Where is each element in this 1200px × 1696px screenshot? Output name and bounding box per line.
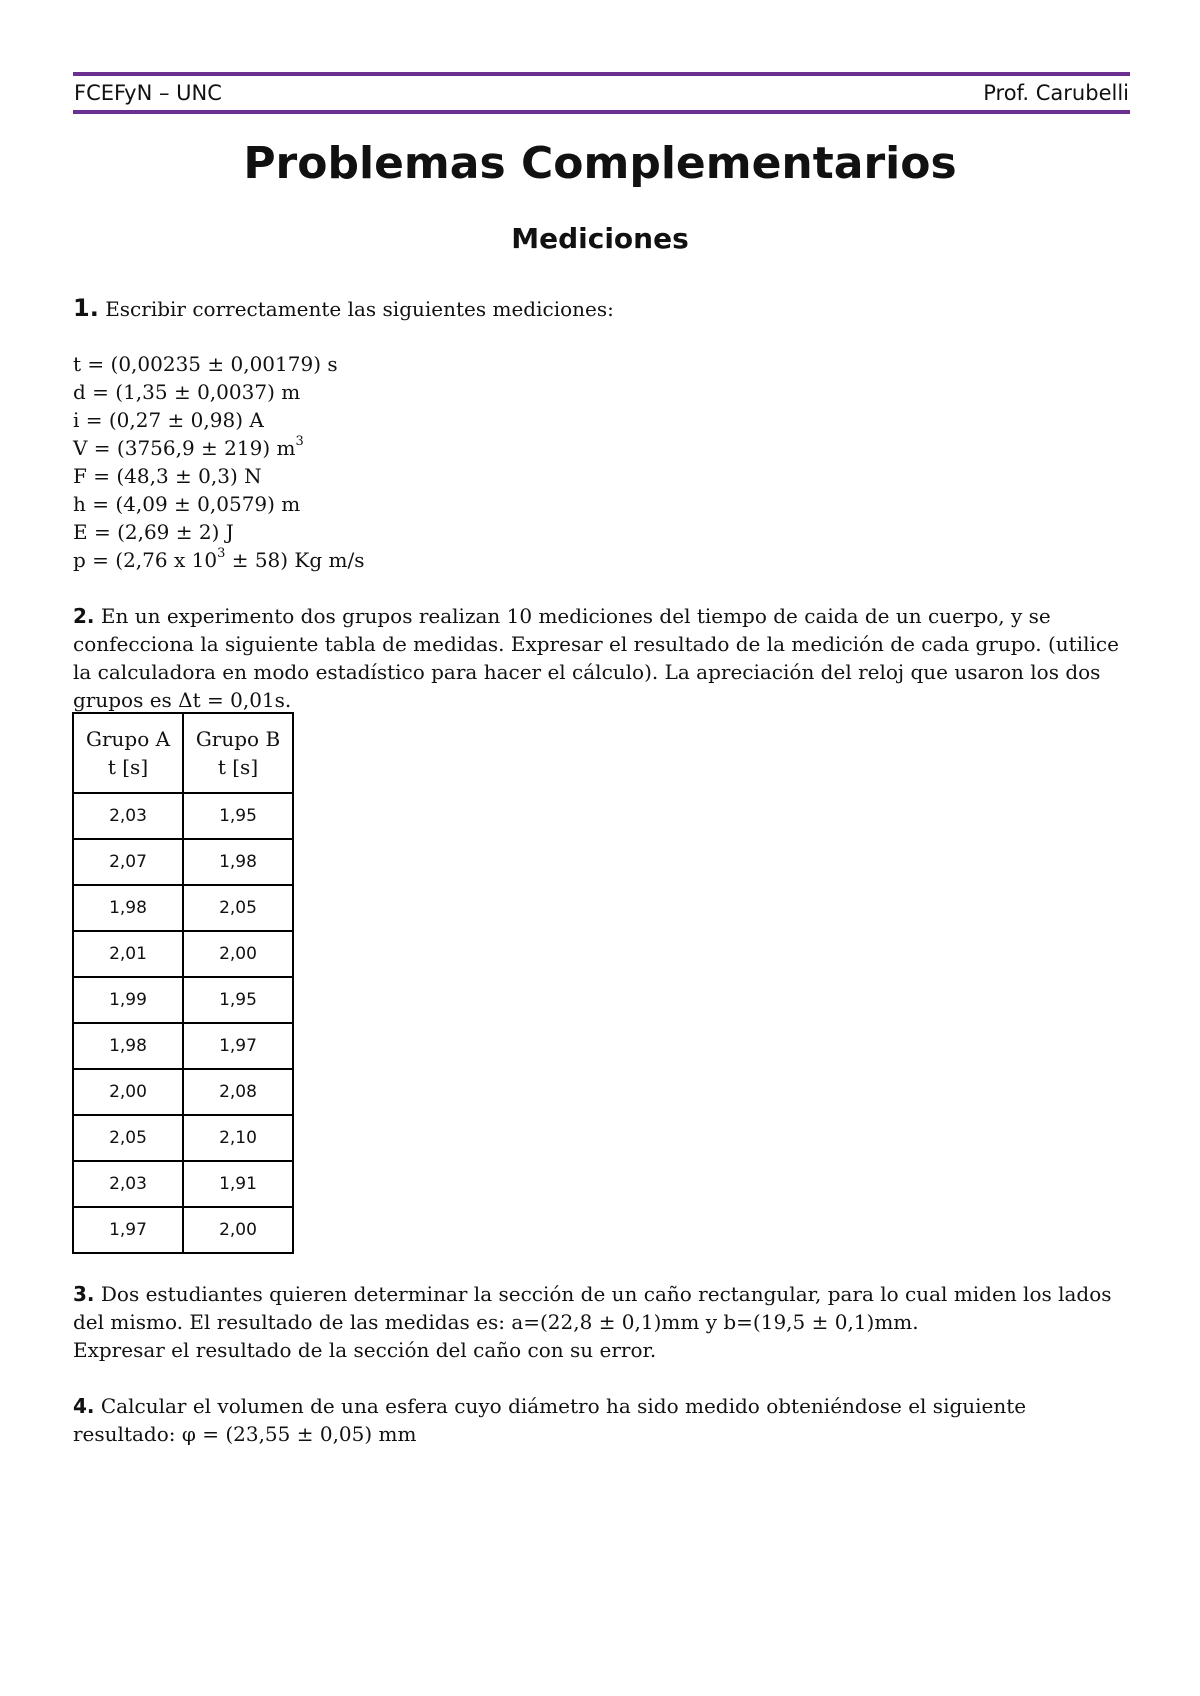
cell-group-b: 1,91 [183,1161,293,1207]
cell-group-b: 1,95 [183,977,293,1023]
cell-group-a: 1,97 [73,1207,183,1253]
header-unit: t [s] [217,755,259,779]
measurement-item: d = (1,35 ± 0,0037) m [73,380,301,404]
table-header-group-a [73,713,183,793]
problem-4-statement [73,1392,1133,1448]
table-row [73,1023,293,1069]
cell-group-b: 1,97 [183,1023,293,1069]
header-professor: Prof. Carubelli [983,81,1129,105]
table-row [73,1207,293,1253]
measurement-item: F = (48,3 ± 0,3) N [73,464,262,488]
table-row [73,977,293,1023]
cell-group-b: 2,00 [183,931,293,977]
problem-4-number: 4. [73,1394,95,1418]
cell-group-b: 2,00 [183,1207,293,1253]
problem-4-text: Calcular el volumen de una esfera cuyo diámetro ha sido medido obteniéndose el siguiente resultado: φ = (23,55 ± 0,05) mm [73,1394,1027,1446]
header-institution: FCEFyN – UNC [74,81,222,105]
table-row [73,1069,293,1115]
table-header-group-b [183,713,293,793]
page-header [73,72,1130,114]
measurement-tail: ± 58) Kg m/s [225,548,365,572]
cell-group-b: 1,98 [183,839,293,885]
table-row [73,885,293,931]
cell-group-a: 2,00 [73,1069,183,1115]
measurement-item [73,434,1133,462]
measurement-item: t = (0,00235 ± 0,00179) s [73,352,338,376]
cell-group-b: 2,10 [183,1115,293,1161]
table-row [73,1115,293,1161]
header-unit: t [s] [107,755,149,779]
cell-group-a: 2,05 [73,1115,183,1161]
problem-2-number: 2. [73,604,95,628]
measurement-item: h = (4,09 ± 0,0579) m [73,492,301,516]
table-row [73,839,293,885]
cell-group-a: 2,07 [73,839,183,885]
measurement-exponent: 3 [295,434,304,450]
cell-group-b: 1,95 [183,793,293,839]
measurement-item: i = (0,27 ± 0,98) A [73,408,264,432]
table-row [73,1161,293,1207]
cell-group-a: 1,99 [73,977,183,1023]
measurement-item [73,546,1133,574]
cell-group-b: 2,08 [183,1069,293,1115]
measurements-table [72,712,294,1254]
problem-3-text: Dos estudiantes quieren determinar la sección de un caño rectangular, para lo cual miden los lados del mismo. El resultado de las medidas es: a=(22,8 ± 0,1)mm y b=(19,5 ± 0,1)mm. [73,1282,1112,1334]
table-row [73,931,293,977]
measurement-item: E = (2,69 ± 2) J [73,520,234,544]
measurement-text: V = (3756,9 ± 219) m [73,436,296,460]
table-row [73,793,293,839]
problem-3-text-2: Expresar el resultado de la sección del caño con su error. [73,1338,657,1362]
problem-1-number: 1. [73,294,99,322]
page-subtitle: Mediciones [511,222,689,255]
header-label: Grupo B [195,727,281,751]
measurement-text: p = (2,76 x 10 [73,548,218,572]
measurements-list [73,350,1133,574]
cell-group-a: 1,98 [73,885,183,931]
table-header-row [73,713,293,793]
cell-group-a: 2,03 [73,1161,183,1207]
measurement-exponent: 3 [217,546,226,562]
cell-group-a: 2,01 [73,931,183,977]
cell-group-b: 2,05 [183,885,293,931]
page-title: Problemas Complementarios [243,138,957,189]
problem-2-text: En un experimento dos grupos realizan 10 mediciones del tiempo de caida de un cuerpo, y se confecciona la siguiente tabla de medidas. Expresar el resultado de la medición de cada grupo. (utilice la calculadora en modo estadístico para hacer el cálculo). La apreciación del reloj que usaron los dos grupos es Δt = 0,01s. [73,604,1119,712]
cell-group-a: 2,03 [73,793,183,839]
header-label: Grupo A [85,727,171,751]
problem-2-statement [73,602,1133,714]
problem-3-number: 3. [73,1282,95,1306]
cell-group-a: 1,98 [73,1023,183,1069]
problem-1-statement [73,294,1133,323]
problem-3-statement [73,1280,1133,1364]
problem-1-text: Escribir correctamente las siguientes mediciones: [105,297,614,321]
